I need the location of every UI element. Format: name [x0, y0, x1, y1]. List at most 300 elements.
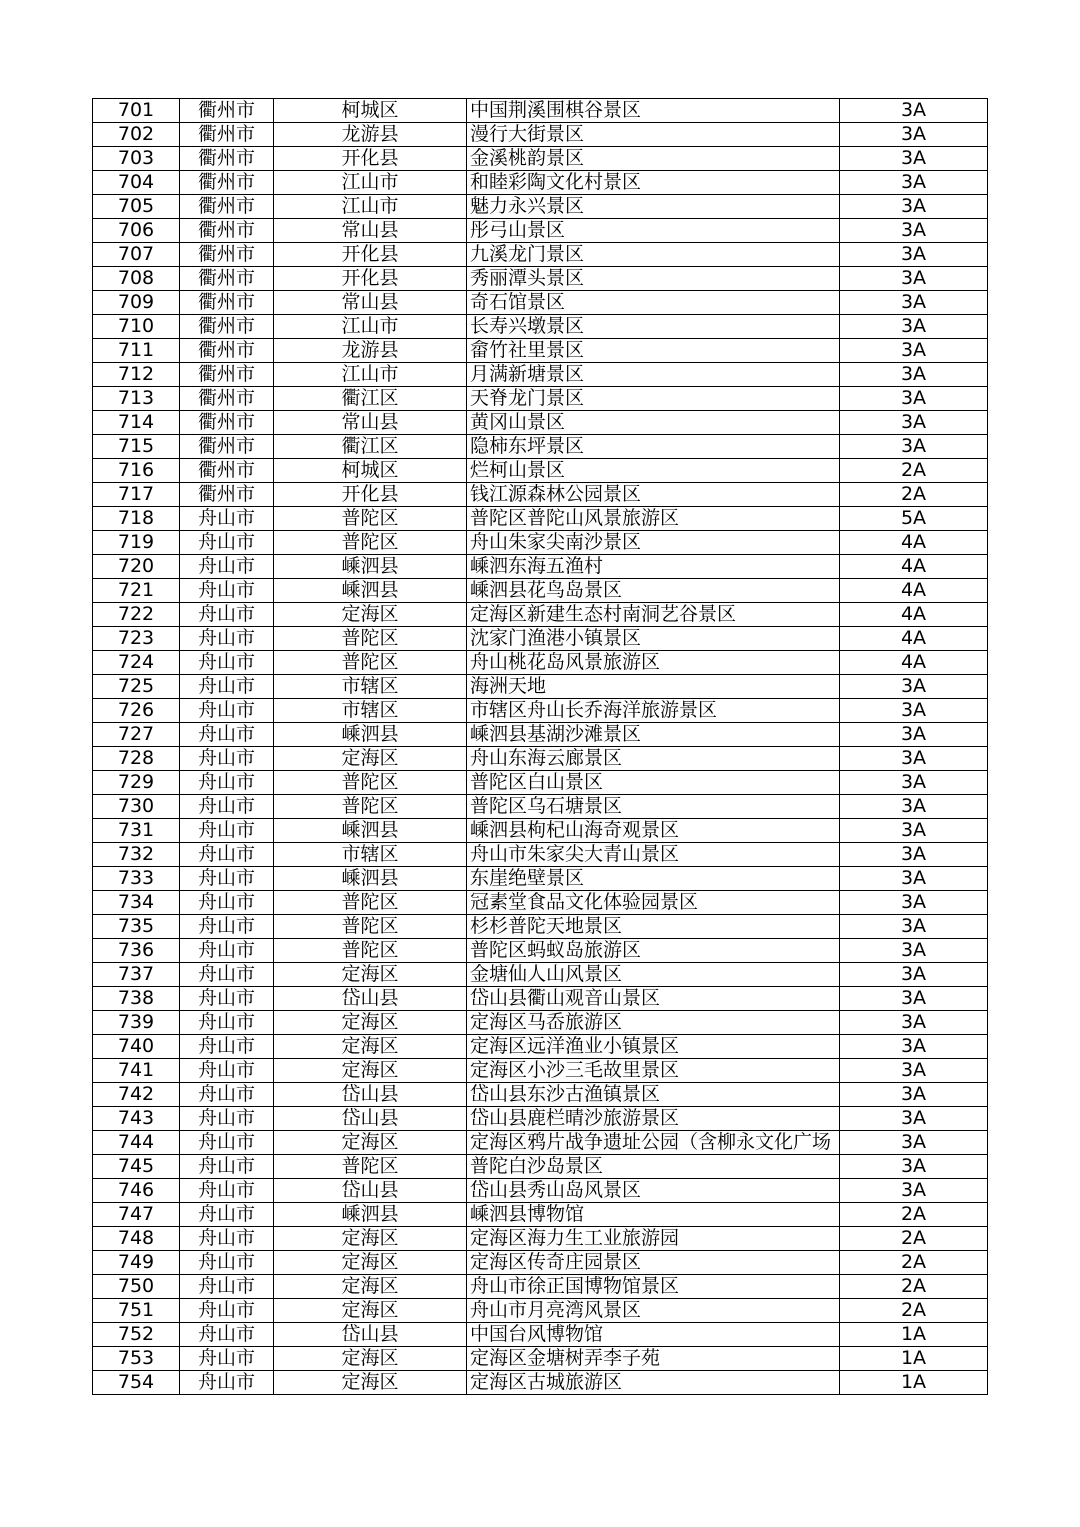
table-row [93, 435, 988, 459]
grade-cell: 3A [840, 1131, 988, 1155]
scenic-area-name: 中国台风博物馆 [467, 1323, 840, 1347]
grade-cell: 3A [840, 843, 988, 867]
row-number: 743 [93, 1107, 180, 1131]
table-row [93, 1299, 988, 1323]
scenic-area-name: 舟山市月亮湾风景区 [467, 1299, 840, 1323]
scenic-area-name: 黄冈山景区 [467, 411, 840, 435]
district-cell: 普陀区 [274, 627, 467, 651]
district-cell: 普陀区 [274, 531, 467, 555]
scenic-area-name: 定海区金塘树弄李子苑 [467, 1347, 840, 1371]
scenic-area-name: 隐柿东坪景区 [467, 435, 840, 459]
city-cell: 衢州市 [180, 435, 274, 459]
district-cell: 嵊泗县 [274, 723, 467, 747]
district-cell: 定海区 [274, 1275, 467, 1299]
row-number: 719 [93, 531, 180, 555]
grade-cell: 3A [840, 339, 988, 363]
grade-cell: 3A [840, 315, 988, 339]
grade-cell: 3A [840, 171, 988, 195]
scenic-area-name: 沈家门渔港小镇景区 [467, 627, 840, 651]
table-row [93, 147, 988, 171]
grade-cell: 3A [840, 435, 988, 459]
grade-cell: 3A [840, 771, 988, 795]
table-row [93, 699, 988, 723]
scenic-area-name: 冠素堂食品文化体验园景区 [467, 891, 840, 915]
grade-cell: 4A [840, 579, 988, 603]
table-row [93, 1059, 988, 1083]
grade-cell: 4A [840, 603, 988, 627]
table-row [93, 1011, 988, 1035]
table-row [93, 1347, 988, 1371]
table-row [93, 915, 988, 939]
table-row [93, 195, 988, 219]
table-row [93, 1227, 988, 1251]
grade-cell: 3A [840, 963, 988, 987]
row-number: 726 [93, 699, 180, 723]
scenic-area-name: 定海区小沙三毛故里景区 [467, 1059, 840, 1083]
grade-cell: 3A [840, 747, 988, 771]
table-row [93, 411, 988, 435]
district-cell: 定海区 [274, 1059, 467, 1083]
table-row [93, 267, 988, 291]
city-cell: 舟山市 [180, 1299, 274, 1323]
table-row [93, 651, 988, 675]
district-cell: 龙游县 [274, 339, 467, 363]
row-number: 740 [93, 1035, 180, 1059]
scenic-area-name: 奇石馆景区 [467, 291, 840, 315]
district-cell: 开化县 [274, 267, 467, 291]
city-cell: 舟山市 [180, 555, 274, 579]
grade-cell: 3A [840, 867, 988, 891]
district-cell: 衢江区 [274, 387, 467, 411]
city-cell: 舟山市 [180, 675, 274, 699]
grade-cell: 3A [840, 1155, 988, 1179]
grade-cell: 3A [840, 291, 988, 315]
table-row [93, 315, 988, 339]
district-cell: 市辖区 [274, 843, 467, 867]
grade-cell: 4A [840, 555, 988, 579]
district-cell: 江山市 [274, 363, 467, 387]
table-row [93, 171, 988, 195]
scenic-area-name: 东崖绝壁景区 [467, 867, 840, 891]
row-number: 746 [93, 1179, 180, 1203]
scenic-area-name: 漫行大街景区 [467, 123, 840, 147]
table-row [93, 675, 988, 699]
district-cell: 嵊泗县 [274, 579, 467, 603]
district-cell: 普陀区 [274, 939, 467, 963]
scenic-area-name: 嵊泗县枸杞山海奇观景区 [467, 819, 840, 843]
district-cell: 定海区 [274, 1227, 467, 1251]
row-number: 716 [93, 459, 180, 483]
table-row [93, 243, 988, 267]
row-number: 749 [93, 1251, 180, 1275]
grade-cell: 2A [840, 459, 988, 483]
scenic-area-name: 杉杉普陀天地景区 [467, 915, 840, 939]
district-cell: 普陀区 [274, 795, 467, 819]
table-row [93, 819, 988, 843]
row-number: 754 [93, 1371, 180, 1395]
scenic-area-name: 舟山朱家尖南沙景区 [467, 531, 840, 555]
city-cell: 舟山市 [180, 771, 274, 795]
table-row [93, 1035, 988, 1059]
row-number: 705 [93, 195, 180, 219]
grade-cell: 2A [840, 1227, 988, 1251]
row-number: 715 [93, 435, 180, 459]
city-cell: 舟山市 [180, 507, 274, 531]
district-cell: 定海区 [274, 1011, 467, 1035]
grade-cell: 3A [840, 387, 988, 411]
district-cell: 常山县 [274, 411, 467, 435]
row-number: 751 [93, 1299, 180, 1323]
row-number: 747 [93, 1203, 180, 1227]
city-cell: 舟山市 [180, 867, 274, 891]
district-cell: 嵊泗县 [274, 867, 467, 891]
city-cell: 舟山市 [180, 915, 274, 939]
district-cell: 常山县 [274, 291, 467, 315]
scenic-area-name: 天脊龙门景区 [467, 387, 840, 411]
city-cell: 衢州市 [180, 171, 274, 195]
table-row [93, 963, 988, 987]
grade-cell: 2A [840, 1275, 988, 1299]
city-cell: 衢州市 [180, 459, 274, 483]
grade-cell: 3A [840, 915, 988, 939]
district-cell: 定海区 [274, 963, 467, 987]
scenic-area-name: 畲竹社里景区 [467, 339, 840, 363]
city-cell: 衢州市 [180, 483, 274, 507]
row-number: 714 [93, 411, 180, 435]
row-number: 710 [93, 315, 180, 339]
scenic-area-table [92, 98, 988, 1395]
scenic-area-name: 舟山桃花岛风景旅游区 [467, 651, 840, 675]
grade-cell: 4A [840, 531, 988, 555]
city-cell: 衢州市 [180, 291, 274, 315]
district-cell: 定海区 [274, 1131, 467, 1155]
district-cell: 岱山县 [274, 1323, 467, 1347]
district-cell: 开化县 [274, 147, 467, 171]
table-body [93, 99, 988, 1395]
table-row [93, 627, 988, 651]
district-cell: 普陀区 [274, 771, 467, 795]
city-cell: 舟山市 [180, 1251, 274, 1275]
scenic-area-name: 海洲天地 [467, 675, 840, 699]
city-cell: 衢州市 [180, 147, 274, 171]
district-cell: 定海区 [274, 603, 467, 627]
table-row [93, 459, 988, 483]
scenic-area-name: 普陀白沙岛景区 [467, 1155, 840, 1179]
row-number: 735 [93, 915, 180, 939]
table-row [93, 891, 988, 915]
city-cell: 衢州市 [180, 267, 274, 291]
grade-cell: 3A [840, 99, 988, 123]
table-row [93, 843, 988, 867]
city-cell: 衢州市 [180, 339, 274, 363]
grade-cell: 3A [840, 819, 988, 843]
city-cell: 舟山市 [180, 579, 274, 603]
city-cell: 舟山市 [180, 531, 274, 555]
city-cell: 衢州市 [180, 219, 274, 243]
scenic-area-name: 月满新塘景区 [467, 363, 840, 387]
row-number: 706 [93, 219, 180, 243]
table-row [93, 795, 988, 819]
row-number: 729 [93, 771, 180, 795]
grade-cell: 3A [840, 1011, 988, 1035]
grade-cell: 3A [840, 699, 988, 723]
city-cell: 舟山市 [180, 939, 274, 963]
district-cell: 柯城区 [274, 459, 467, 483]
district-cell: 岱山县 [274, 987, 467, 1011]
grade-cell: 4A [840, 651, 988, 675]
city-cell: 舟山市 [180, 1347, 274, 1371]
row-number: 739 [93, 1011, 180, 1035]
city-cell: 舟山市 [180, 1059, 274, 1083]
scenic-area-name: 定海区海力生工业旅游园 [467, 1227, 840, 1251]
scenic-area-name: 舟山东海云廊景区 [467, 747, 840, 771]
scenic-area-name: 定海区新建生态村南洞艺谷景区 [467, 603, 840, 627]
district-cell: 定海区 [274, 1347, 467, 1371]
city-cell: 衢州市 [180, 363, 274, 387]
scenic-area-name: 钱江源森林公园景区 [467, 483, 840, 507]
scenic-area-name: 嵊泗县花鸟岛景区 [467, 579, 840, 603]
district-cell: 定海区 [274, 1371, 467, 1395]
row-number: 734 [93, 891, 180, 915]
scenic-area-name: 岱山县秀山岛风景区 [467, 1179, 840, 1203]
district-cell: 柯城区 [274, 99, 467, 123]
city-cell: 舟山市 [180, 627, 274, 651]
city-cell: 舟山市 [180, 819, 274, 843]
row-number: 742 [93, 1083, 180, 1107]
scenic-area-name: 岱山县东沙古渔镇景区 [467, 1083, 840, 1107]
scenic-area-name: 金溪桃韵景区 [467, 147, 840, 171]
row-number: 702 [93, 123, 180, 147]
scenic-area-name: 普陀区乌石塘景区 [467, 795, 840, 819]
row-number: 741 [93, 1059, 180, 1083]
scenic-area-name: 九溪龙门景区 [467, 243, 840, 267]
row-number: 750 [93, 1275, 180, 1299]
city-cell: 衢州市 [180, 387, 274, 411]
scenic-area-name: 定海区传奇庄园景区 [467, 1251, 840, 1275]
city-cell: 舟山市 [180, 1011, 274, 1035]
grade-cell: 3A [840, 1107, 988, 1131]
district-cell: 普陀区 [274, 1155, 467, 1179]
table-row [93, 579, 988, 603]
table-row [93, 531, 988, 555]
city-cell: 舟山市 [180, 891, 274, 915]
city-cell: 舟山市 [180, 795, 274, 819]
city-cell: 舟山市 [180, 1227, 274, 1251]
city-cell: 舟山市 [180, 699, 274, 723]
city-cell: 舟山市 [180, 723, 274, 747]
city-cell: 舟山市 [180, 1155, 274, 1179]
row-number: 713 [93, 387, 180, 411]
table-row [93, 483, 988, 507]
table-row [93, 1371, 988, 1395]
table-row [93, 363, 988, 387]
district-cell: 嵊泗县 [274, 555, 467, 579]
row-number: 730 [93, 795, 180, 819]
city-cell: 舟山市 [180, 747, 274, 771]
scenic-area-name: 定海区鸦片战争遗址公园（含柳永文化广场 [467, 1131, 840, 1155]
table-row [93, 99, 988, 123]
city-cell: 舟山市 [180, 1275, 274, 1299]
row-number: 704 [93, 171, 180, 195]
scenic-area-name: 长寿兴墩景区 [467, 315, 840, 339]
district-cell: 江山市 [274, 195, 467, 219]
scenic-area-name: 定海区古城旅游区 [467, 1371, 840, 1395]
scenic-area-name: 舟山市徐正国博物馆景区 [467, 1275, 840, 1299]
table-row [93, 1179, 988, 1203]
city-cell: 衢州市 [180, 315, 274, 339]
district-cell: 嵊泗县 [274, 1203, 467, 1227]
district-cell: 龙游县 [274, 123, 467, 147]
scenic-area-name: 嵊泗东海五渔村 [467, 555, 840, 579]
scenic-area-name: 岱山县衢山观音山景区 [467, 987, 840, 1011]
city-cell: 舟山市 [180, 1179, 274, 1203]
row-number: 723 [93, 627, 180, 651]
row-number: 727 [93, 723, 180, 747]
row-number: 725 [93, 675, 180, 699]
grade-cell: 3A [840, 267, 988, 291]
grade-cell: 3A [840, 1035, 988, 1059]
scenic-area-name: 烂柯山景区 [467, 459, 840, 483]
city-cell: 舟山市 [180, 603, 274, 627]
grade-cell: 3A [840, 411, 988, 435]
district-cell: 定海区 [274, 747, 467, 771]
row-number: 737 [93, 963, 180, 987]
table-row [93, 1203, 988, 1227]
scenic-area-name: 魅力永兴景区 [467, 195, 840, 219]
grade-cell: 3A [840, 243, 988, 267]
city-cell: 衢州市 [180, 411, 274, 435]
row-number: 720 [93, 555, 180, 579]
table-row [93, 1323, 988, 1347]
grade-cell: 1A [840, 1323, 988, 1347]
scenic-area-name: 金塘仙人山风景区 [467, 963, 840, 987]
table-row [93, 939, 988, 963]
table-row [93, 723, 988, 747]
city-cell: 舟山市 [180, 987, 274, 1011]
table-row [93, 339, 988, 363]
row-number: 717 [93, 483, 180, 507]
table-row [93, 747, 988, 771]
row-number: 728 [93, 747, 180, 771]
scenic-area-name: 舟山市朱家尖大青山景区 [467, 843, 840, 867]
scenic-area-name: 和睦彩陶文化村景区 [467, 171, 840, 195]
table-row [93, 291, 988, 315]
table-row [93, 1107, 988, 1131]
row-number: 748 [93, 1227, 180, 1251]
city-cell: 舟山市 [180, 1083, 274, 1107]
grade-cell: 3A [840, 1179, 988, 1203]
grade-cell: 2A [840, 483, 988, 507]
district-cell: 岱山县 [274, 1107, 467, 1131]
district-cell: 常山县 [274, 219, 467, 243]
grade-cell: 3A [840, 939, 988, 963]
row-number: 707 [93, 243, 180, 267]
grade-cell: 3A [840, 1083, 988, 1107]
district-cell: 普陀区 [274, 651, 467, 675]
table-row [93, 603, 988, 627]
district-cell: 衢江区 [274, 435, 467, 459]
district-cell: 江山市 [274, 315, 467, 339]
city-cell: 衢州市 [180, 243, 274, 267]
grade-cell: 3A [840, 891, 988, 915]
grade-cell: 3A [840, 723, 988, 747]
grade-cell: 2A [840, 1251, 988, 1275]
district-cell: 定海区 [274, 1251, 467, 1275]
table-row [93, 1155, 988, 1179]
row-number: 701 [93, 99, 180, 123]
grade-cell: 3A [840, 675, 988, 699]
city-cell: 舟山市 [180, 1131, 274, 1155]
row-number: 718 [93, 507, 180, 531]
row-number: 712 [93, 363, 180, 387]
row-number: 703 [93, 147, 180, 171]
city-cell: 舟山市 [180, 1203, 274, 1227]
row-number: 752 [93, 1323, 180, 1347]
scenic-area-name: 彤弓山景区 [467, 219, 840, 243]
grade-cell: 1A [840, 1371, 988, 1395]
scenic-area-name: 岱山县鹿栏晴沙旅游景区 [467, 1107, 840, 1131]
row-number: 733 [93, 867, 180, 891]
table-row [93, 555, 988, 579]
scenic-area-name: 市辖区舟山长乔海洋旅游景区 [467, 699, 840, 723]
scenic-area-name: 中国荆溪围棋谷景区 [467, 99, 840, 123]
grade-cell: 4A [840, 627, 988, 651]
row-number: 724 [93, 651, 180, 675]
scenic-area-name: 定海区远洋渔业小镇景区 [467, 1035, 840, 1059]
scenic-area-name: 普陀区白山景区 [467, 771, 840, 795]
scenic-area-name: 嵊泗县基湖沙滩景区 [467, 723, 840, 747]
grade-cell: 3A [840, 219, 988, 243]
district-cell: 开化县 [274, 243, 467, 267]
city-cell: 衢州市 [180, 123, 274, 147]
grade-cell: 1A [840, 1347, 988, 1371]
table-row [93, 1131, 988, 1155]
district-cell: 定海区 [274, 1299, 467, 1323]
table-row [93, 1251, 988, 1275]
grade-cell: 3A [840, 1059, 988, 1083]
district-cell: 岱山县 [274, 1179, 467, 1203]
scenic-area-name: 定海区马岙旅游区 [467, 1011, 840, 1035]
row-number: 731 [93, 819, 180, 843]
row-number: 744 [93, 1131, 180, 1155]
district-cell: 市辖区 [274, 675, 467, 699]
grade-cell: 3A [840, 195, 988, 219]
table-row [93, 1083, 988, 1107]
grade-cell: 2A [840, 1299, 988, 1323]
row-number: 708 [93, 267, 180, 291]
scenic-area-name: 秀丽潭头景区 [467, 267, 840, 291]
grade-cell: 3A [840, 363, 988, 387]
grade-cell: 3A [840, 795, 988, 819]
city-cell: 舟山市 [180, 651, 274, 675]
city-cell: 舟山市 [180, 963, 274, 987]
grade-cell: 3A [840, 147, 988, 171]
table-row [93, 123, 988, 147]
table-row [93, 1275, 988, 1299]
row-number: 736 [93, 939, 180, 963]
district-cell: 普陀区 [274, 891, 467, 915]
district-cell: 定海区 [274, 1035, 467, 1059]
district-cell: 岱山县 [274, 1083, 467, 1107]
table-row [93, 987, 988, 1011]
district-cell: 嵊泗县 [274, 819, 467, 843]
city-cell: 舟山市 [180, 843, 274, 867]
grade-cell: 2A [840, 1203, 988, 1227]
city-cell: 舟山市 [180, 1107, 274, 1131]
grade-cell: 3A [840, 987, 988, 1011]
city-cell: 衢州市 [180, 99, 274, 123]
scenic-area-name: 普陀区普陀山风景旅游区 [467, 507, 840, 531]
